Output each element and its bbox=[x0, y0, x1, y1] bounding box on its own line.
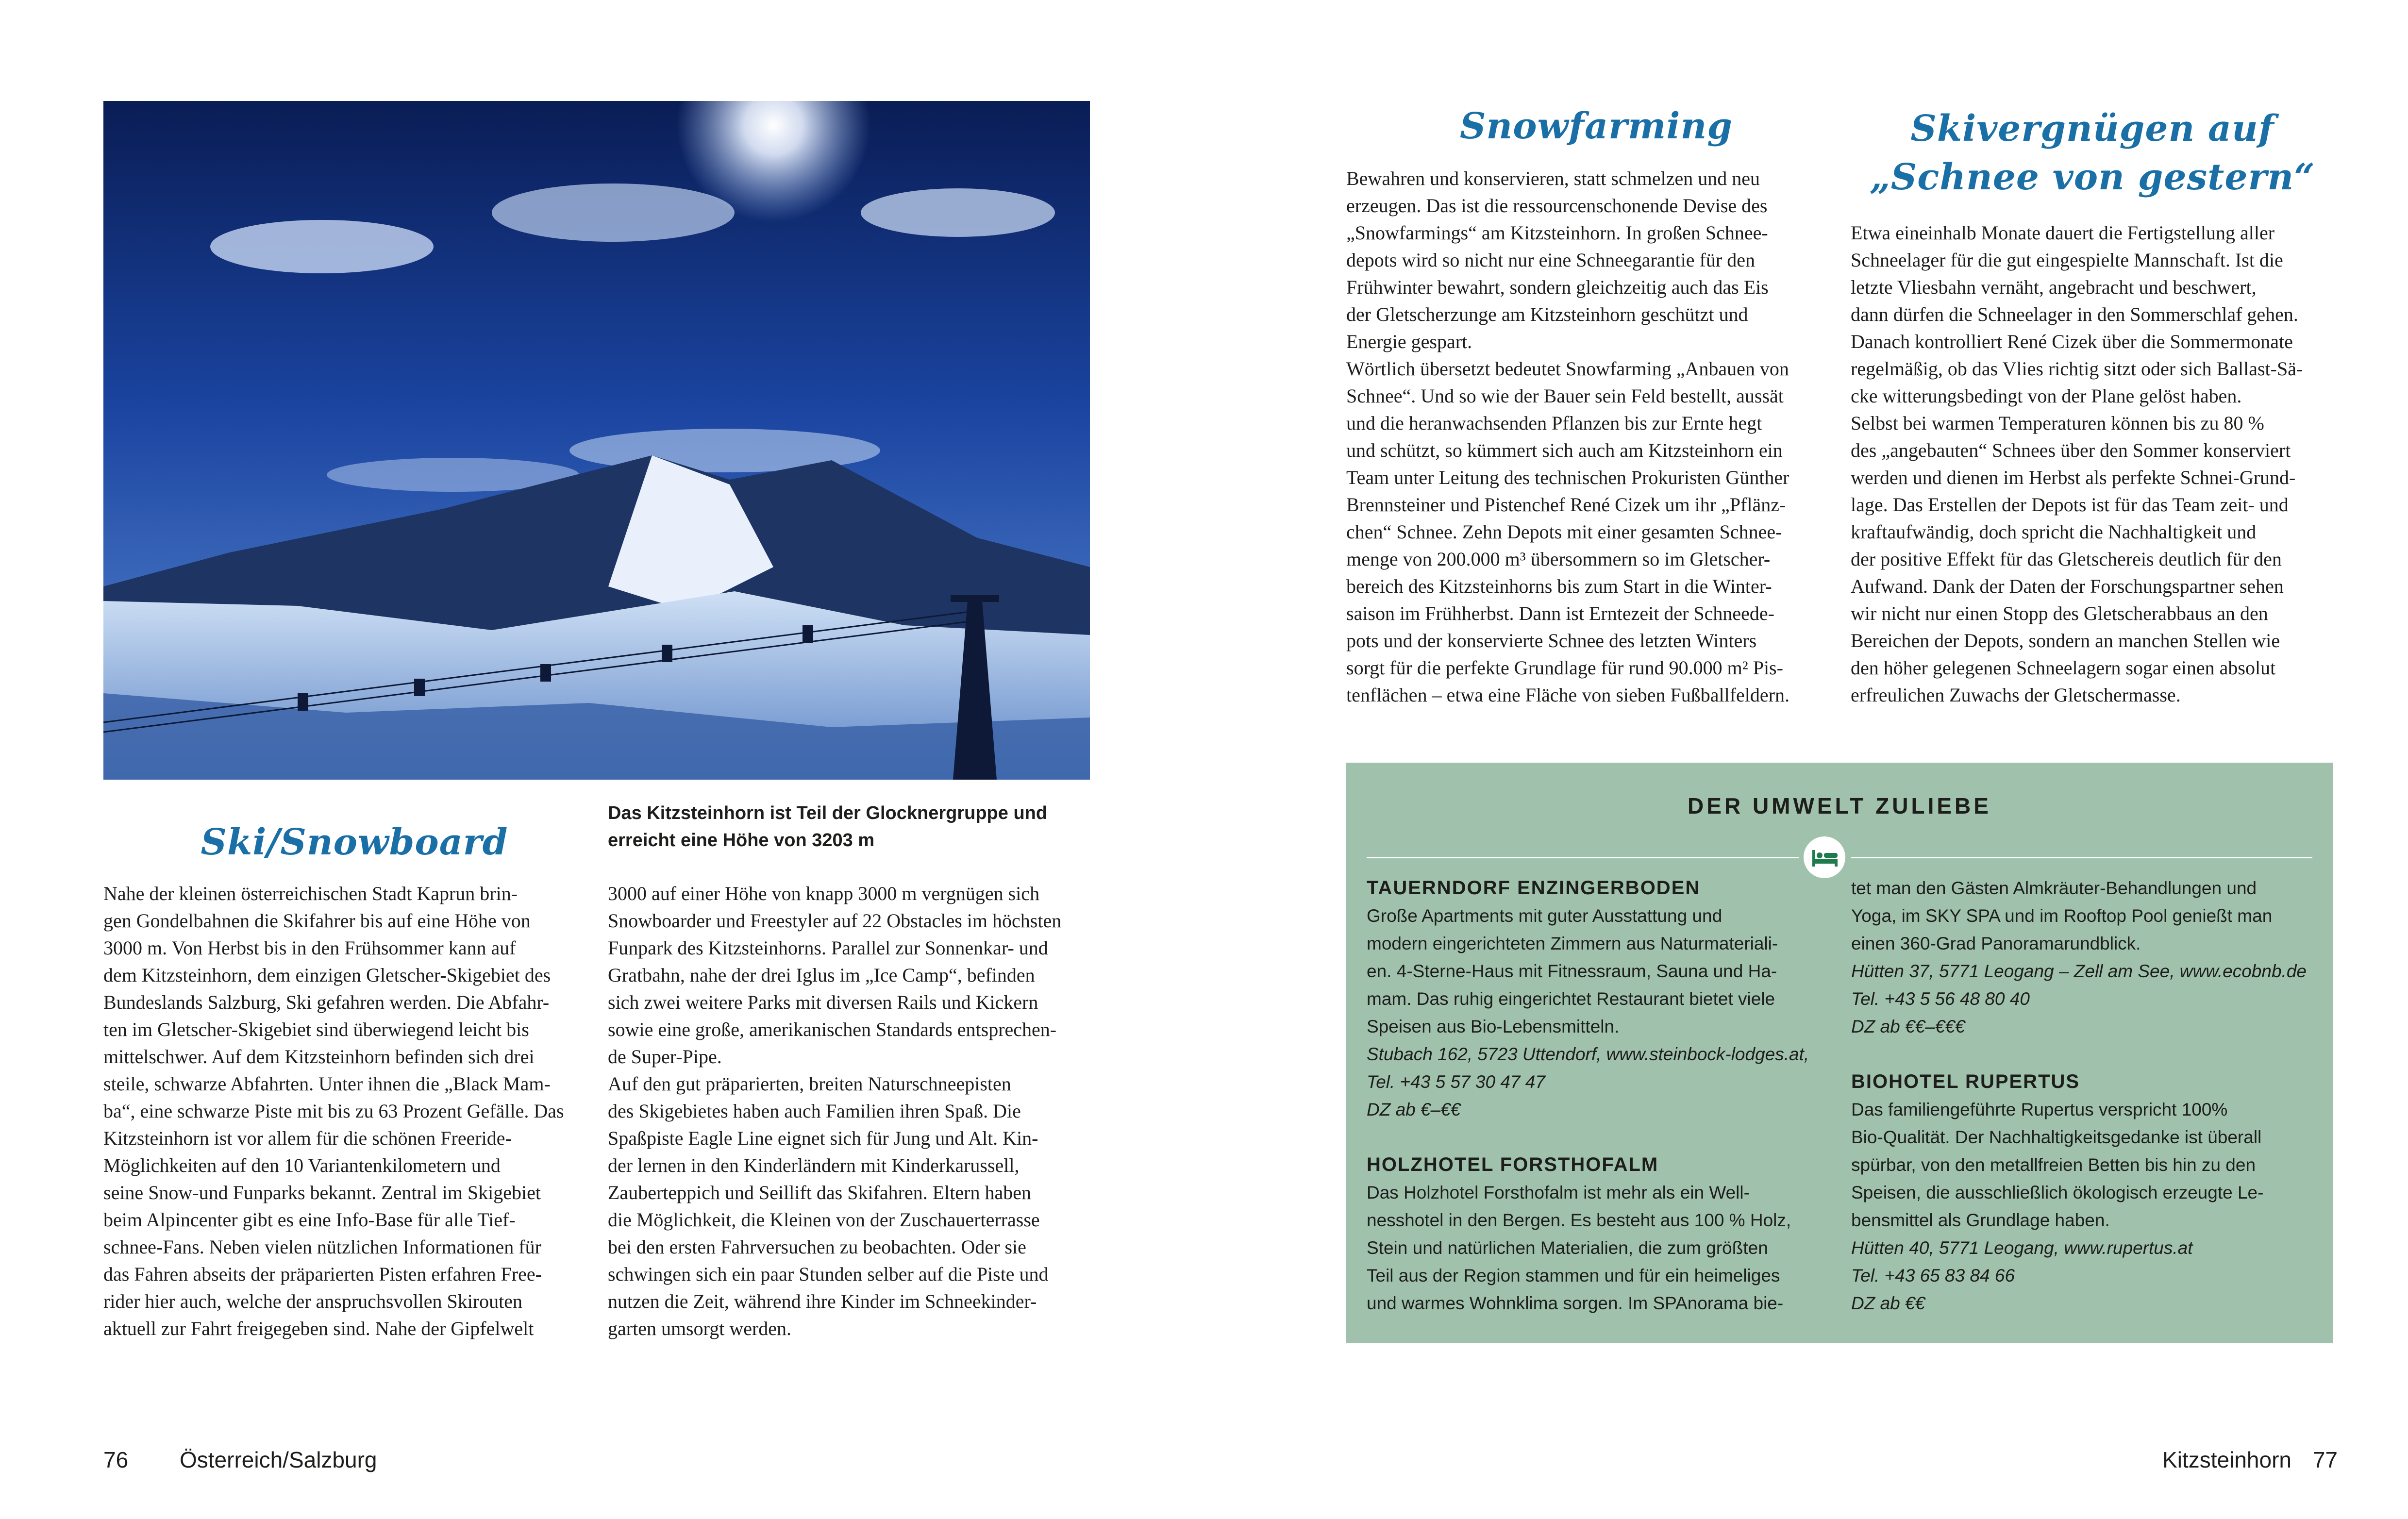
text-line: Brennsteiner und Pistenchef René Cizek um ihr „Pflänz- bbox=[1346, 494, 1786, 516]
hotel-name: BIOHOTEL RUPERTUS bbox=[1851, 1071, 2080, 1092]
text-line: cke witterungsbedingt von der Plane gelöst haben. bbox=[1851, 385, 2242, 407]
text-line: rider hier auch, welche der anspruchsvollen Skirouten bbox=[103, 1290, 523, 1312]
text-line: modern eingerichteten Zimmern aus Naturmateriali- bbox=[1367, 934, 1778, 953]
text-line: Gratbahn, nahe der drei Iglus im „Ice Camp“, befinden bbox=[608, 964, 1035, 986]
text-line: Selbst bei warmen Temperaturen können bis zu 80 % bbox=[1851, 412, 2264, 434]
text-line: Stein und natürlichen Materialien, die zum größten bbox=[1367, 1238, 1768, 1258]
spacer bbox=[1367, 1123, 1818, 1151]
text-line: der positive Effekt für das Gletschereis deutlich für den bbox=[1851, 548, 2282, 570]
text-line: regelmäßig, ob das Vlies richtig sitzt oder sich Ballast-Sä- bbox=[1851, 358, 2303, 380]
text-line: sorgt für die perfekte Grundlage für rund 90.000 m² Pis- bbox=[1346, 657, 1783, 679]
text-line: Bundeslands Salzburg, Ski gefahren werden. Die Abfahr- bbox=[103, 991, 550, 1013]
text-line: Funpark des Kitzsteinhorns. Parallel zur Sonnenkar- und bbox=[608, 937, 1048, 959]
text-line: Speisen aus Bio-Lebensmitteln. bbox=[1367, 1017, 1620, 1036]
text-line: Speisen, die ausschließlich ökologisch erzeugte Le- bbox=[1851, 1183, 2264, 1202]
text-line: und die heranwachsenden Pflanzen bis zur Ernte hegt bbox=[1346, 412, 1762, 434]
text-line: bereich des Kitzsteinhorns bis zum Start in die Winter- bbox=[1346, 575, 1772, 597]
contact-line: Hütten 37, 5771 Leogang – Zell am See, www.ecobnb.de bbox=[1851, 961, 2307, 981]
eco-infobox bbox=[1346, 763, 2333, 1343]
text-line: tet man den Gästen Almkräuter-Behandlungen und bbox=[1851, 878, 2257, 898]
text-line: einen 360-Grad Panoramarundblick. bbox=[1851, 934, 2141, 953]
text-line: das Fahren abseits der präparierten Pisten erfahren Free- bbox=[103, 1263, 542, 1285]
ski-text-column-2 bbox=[608, 880, 1086, 1342]
eco-column-1 bbox=[1367, 874, 1818, 1317]
text-line: dann dürfen die Schneelager in den Sommerschlaf gehen. bbox=[1851, 303, 2298, 325]
footer-section-right: Kitzsteinhorn bbox=[2162, 1447, 2291, 1472]
divider bbox=[1851, 857, 2312, 858]
text-line: saison im Frühherbst. Dann ist Erntezeit der Schneede- bbox=[1346, 602, 1774, 624]
text-line: chen“ Schnee. Zehn Depots mit einer gesamten Schnee- bbox=[1346, 521, 1782, 543]
eco-badge bbox=[1804, 836, 1845, 878]
ski-text-column-1 bbox=[103, 880, 582, 1342]
price-line: DZ ab €–€€ bbox=[1367, 1100, 1461, 1119]
text-line: lage. Das Erstellen der Depots ist für das Team zeit- und bbox=[1851, 494, 2289, 516]
text-line: Nahe der kleinen österreichischen Stadt Kaprun brin- bbox=[103, 883, 518, 904]
skivergnuegen-heading bbox=[1850, 104, 2335, 201]
text-line: sowie eine große, amerikanischen Standards entsprechen- bbox=[608, 1018, 1057, 1040]
text-line: nutzen die Zeit, während ihre Kinder im Schneekinder- bbox=[608, 1290, 1037, 1312]
footer-section-left: Österreich/Salzburg bbox=[180, 1447, 377, 1472]
text-line: Danach kontrolliert René Cizek über die Sommermonate bbox=[1851, 331, 2293, 352]
text-line: mittelschwer. Auf dem Kitzsteinhorn befinden sich drei bbox=[103, 1046, 535, 1068]
contact-line: Tel. +43 5 56 48 80 40 bbox=[1851, 989, 2030, 1009]
text-line: Zauberteppich und Seillift das Skifahren. Eltern haben bbox=[608, 1182, 1031, 1203]
text-line: Schnee“. Und so wie der Bauer sein Feld bestellt, aussät bbox=[1346, 385, 1784, 407]
contact-line: Tel. +43 5 57 30 47 47 bbox=[1367, 1072, 1545, 1092]
text-line: und warmes Wohnklima sorgen. Im SPAnorama bie- bbox=[1367, 1293, 1784, 1313]
kitzsteinhorn-photo bbox=[103, 101, 1090, 780]
text-line: der lernen in den Kinderländern mit Kinderkarussell, bbox=[608, 1154, 1020, 1176]
text-line: schnee-Fans. Neben vielen nützlichen Informationen für bbox=[103, 1236, 541, 1258]
text-line: des Skigebietes haben auch Familien ihren Spaß. Die bbox=[608, 1100, 1021, 1122]
text-line: kraftaufwändig, doch spricht die Nachhaltigkeit und bbox=[1851, 521, 2257, 543]
snowfarming-text-column-1 bbox=[1346, 165, 1832, 709]
text-line: en. 4-Sterne-Haus mit Fitnessraum, Sauna und Ha- bbox=[1367, 961, 1777, 981]
contact-line: Tel. +43 65 83 84 66 bbox=[1851, 1266, 2015, 1285]
text-line: letzte Vliesbahn vernäht, angebracht und beschwert, bbox=[1851, 276, 2257, 298]
text-line: Frühwinter bewahrt, sondern gleichzeitig auch das Eis bbox=[1346, 276, 1769, 298]
text-line: pots und der konservierte Schnee des letzten Winters bbox=[1346, 630, 1757, 651]
text-line: 3000 auf einer Höhe von knapp 3000 m vergnügen sich bbox=[608, 883, 1040, 904]
page-number-left: 76 bbox=[103, 1447, 129, 1472]
text-line: aktuell zur Fahrt freigegeben sind. Nahe der Gipfelwelt bbox=[103, 1318, 534, 1339]
eco-box-title: DER UMWELT ZULIEBE bbox=[1688, 793, 1991, 818]
text-line: steile, schwarze Abfahrten. Unter ihnen die „Black Mam- bbox=[103, 1073, 551, 1095]
text-line: Energie gespart. bbox=[1346, 331, 1472, 352]
divider bbox=[1367, 857, 1799, 858]
text-line: Das Holzhotel Forsthofalm ist mehr als ein Well- bbox=[1367, 1183, 1750, 1202]
text-line: gen Gondelbahnen die Skifahrer bis auf eine Höhe von bbox=[103, 910, 531, 932]
text-line: garten umsorgt werden. bbox=[608, 1318, 792, 1339]
price-line: DZ ab €€ bbox=[1851, 1293, 1925, 1313]
text-line: Bio-Qualität. Der Nachhaltigkeitsgedanke ist überall bbox=[1851, 1127, 2262, 1147]
text-line: bei den ersten Fahrversuchen zu beobachten. Oder sie bbox=[608, 1236, 1026, 1258]
text-line: Yoga, im SKY SPA und im Rooftop Pool genießt man bbox=[1851, 906, 2273, 926]
hotel-name: TAUERNDORF ENZINGERBODEN bbox=[1367, 877, 1701, 899]
skivergnuegen-text-column-2 bbox=[1851, 219, 2336, 709]
text-line: Schneelager für die gut eingespielte Mannschaft. Ist die bbox=[1851, 249, 2283, 271]
text-line: dem Kitzsteinhorn, dem einzigen Gletscher-Skigebiet des bbox=[103, 964, 551, 986]
text-line: sich zwei weitere Parks mit diversen Rails und Kickern bbox=[608, 991, 1038, 1013]
text-line: erzeugen. Das ist die ressourcenschonende Devise des bbox=[1346, 195, 1768, 217]
text-line: wir nicht nur einen Stopp des Gletscherabbaus an den bbox=[1851, 602, 2268, 624]
text-line: „Snowfarmings“ am Kitzsteinhorn. In großen Schnee- bbox=[1346, 222, 1768, 244]
text-line: mam. Das ruhig eingerichtet Restaurant bietet viele bbox=[1367, 989, 1775, 1009]
heading-line-2: „Schnee von gestern“ bbox=[1870, 156, 2315, 198]
text-line: Aufwand. Dank der Daten der Forschungspartner sehen bbox=[1851, 575, 2284, 597]
page-number-right: 77 bbox=[2312, 1447, 2338, 1472]
text-line: werden und dienen im Herbst als perfekte Schnei-Grund- bbox=[1851, 467, 2296, 488]
text-line: 3000 m. Von Herbst bis in den Frühsommer kann auf bbox=[103, 937, 516, 959]
ski-snowboard-heading: Ski/Snowboard bbox=[201, 821, 508, 863]
text-line: tenflächen – etwa eine Fläche von sieben Fußballfeldern. bbox=[1346, 684, 1789, 706]
text-line: Große Apartments mit guter Ausstattung und bbox=[1367, 906, 1722, 926]
text-line: beim Alpincenter gibt es eine Info-Base für alle Tief- bbox=[103, 1209, 516, 1231]
text-line: Team unter Leitung des technischen Prokuristen Günther bbox=[1346, 467, 1789, 488]
text-line: depots wird so nicht nur eine Schneegarantie für den bbox=[1346, 249, 1755, 271]
text-line: nesshotel in den Bergen. Es besteht aus 100 % Holz, bbox=[1367, 1210, 1791, 1230]
contact-line: Stubach 162, 5723 Uttendorf, www.steinbock-lodges.at, bbox=[1367, 1044, 1809, 1064]
text-line: bensmittel als Grundlage haben. bbox=[1851, 1210, 2110, 1230]
text-line: Das familiengeführte Rupertus verspricht 100% bbox=[1851, 1100, 2228, 1119]
text-line: de Super-Pipe. bbox=[608, 1046, 722, 1068]
text-line: und schützt, so kümmert sich auch am Kitzsteinhorn ein bbox=[1346, 439, 1783, 461]
text-line: spürbar, von den metallfreien Betten bis hin zu den bbox=[1851, 1155, 2256, 1175]
text-line: erfreulichen Zuwachs der Gletschermasse. bbox=[1851, 684, 2181, 706]
heading-line-1: Skivergnügen auf bbox=[1910, 108, 2274, 150]
text-line: Etwa eineinhalb Monate dauert die Fertigstellung aller bbox=[1851, 222, 2275, 244]
mountain-gondola-illustration bbox=[103, 101, 1090, 780]
text-line: schwingen sich ein paar Stunden selber auf die Piste und bbox=[608, 1263, 1049, 1285]
photo-caption: Das Kitzsteinhorn ist Teil der Glocknergruppe und erreicht eine Höhe von 3203 m bbox=[608, 803, 1048, 851]
text-line: die Möglichkeit, die Kleinen von der Zuschauerterrasse bbox=[608, 1209, 1040, 1231]
text-line: den höher gelegenen Schneelagern sogar einen absolut bbox=[1851, 657, 2276, 679]
text-line: seine Snow-und Funparks bekannt. Zentral im Skigebiet bbox=[103, 1182, 541, 1203]
snowfarming-heading: Snowfarming bbox=[1459, 105, 1733, 147]
text-line: ten im Gletscher-Skigebiet sind überwiegend leicht bis bbox=[103, 1018, 529, 1040]
text-line: Spaßpiste Eagle Line eignet sich für Jung und Alt. Kin- bbox=[608, 1127, 1038, 1149]
bed-icon bbox=[1804, 836, 1845, 878]
text-line: der Gletscherzunge am Kitzsteinhorn geschützt und bbox=[1346, 303, 1748, 325]
text-line: Snowboarder und Freestyler auf 22 Obstacles im höchsten bbox=[608, 910, 1062, 932]
text-line: Wörtlich übersetzt bedeutet Snowfarming „Anbauen von bbox=[1346, 358, 1789, 380]
contact-line: Hütten 40, 5771 Leogang, www.rupertus.at bbox=[1851, 1238, 2193, 1258]
price-line: DZ ab €€–€€€ bbox=[1851, 1017, 1965, 1036]
text-line: Teil aus der Region stammen und für ein heimeliges bbox=[1367, 1266, 1780, 1285]
text-line: ba“, eine schwarze Piste mit bis zu 63 Prozent Gefälle. Das bbox=[103, 1100, 564, 1122]
text-line: Bewahren und konservieren, statt schmelzen und neu bbox=[1346, 167, 1760, 189]
spacer bbox=[1851, 1040, 2317, 1068]
text-line: des „angebauten“ Schnees über den Sommer konserviert bbox=[1851, 439, 2291, 461]
text-line: Auf den gut präparierten, breiten Naturschneepisten bbox=[608, 1073, 1011, 1095]
hotel-name: HOLZHOTEL FORSTHOFALM bbox=[1367, 1154, 1659, 1175]
text-line: Bereichen der Depots, sondern an manchen Stellen wie bbox=[1851, 630, 2280, 651]
eco-column-2 bbox=[1851, 874, 2317, 1317]
text-line: menge von 200.000 m³ übersommern so im Gletscher- bbox=[1346, 548, 1771, 570]
text-line: Kitzsteinhorn ist vor allem für die schönen Freeride- bbox=[103, 1127, 512, 1149]
text-line: Möglichkeiten auf den 10 Variantenkilometern und bbox=[103, 1154, 501, 1176]
